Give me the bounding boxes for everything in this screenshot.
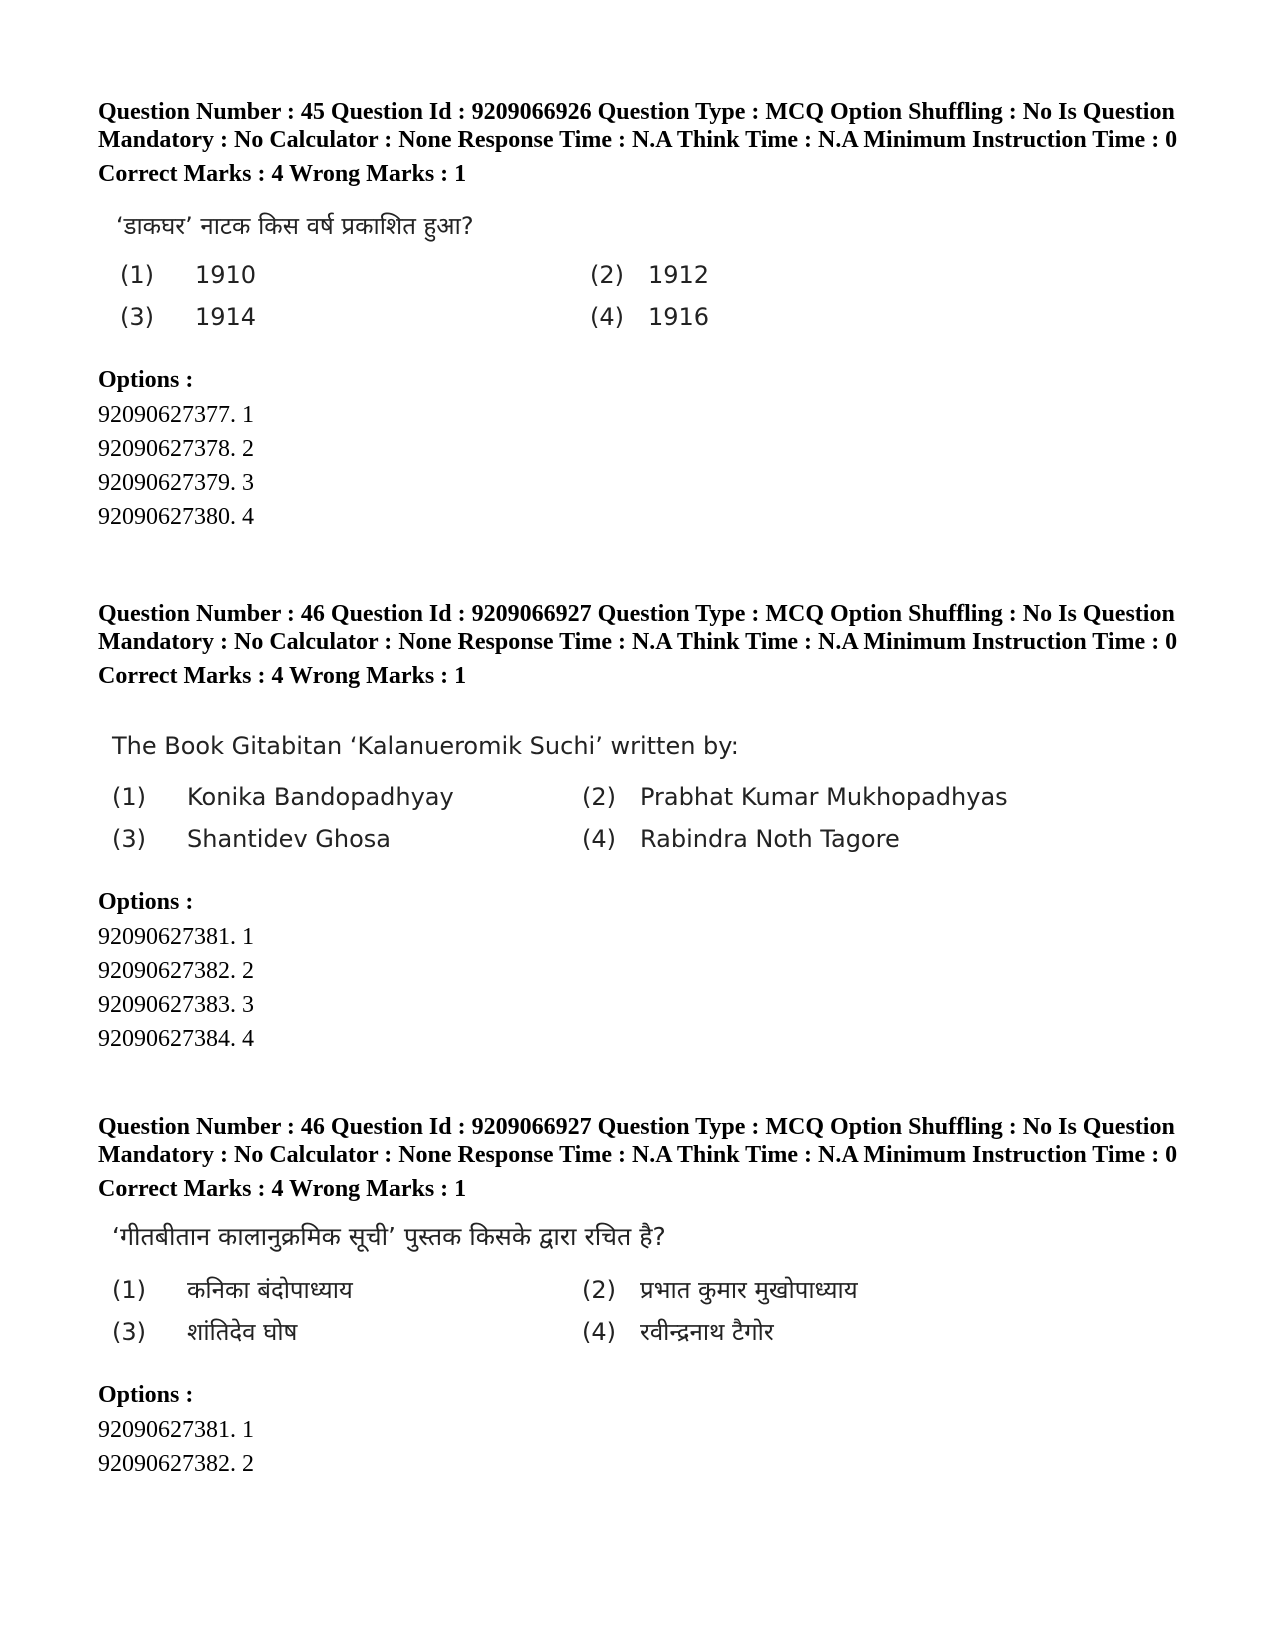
question-meta: Question Number : 46 Question Id : 9209066927 Question Type : MCQ Option Shuffling : No Is Question Mandatory : No Calculator : None Response Time : N.A Think Time : N.A Minimum Instruction Time : 0	[98, 1114, 1178, 1168]
choice-2	[590, 260, 1060, 290]
choice-4	[582, 824, 1052, 854]
choice-number: (3)	[112, 825, 146, 853]
choice-text: 1914	[195, 303, 257, 331]
choice-number: (2)	[590, 261, 624, 289]
option-line: 92090627382. 2	[98, 1451, 254, 1477]
option-line: 92090627381. 1	[98, 1417, 254, 1443]
choice-text: शांतिदेव घोष	[187, 1318, 298, 1346]
choice-1	[120, 260, 590, 290]
choice-grid	[120, 260, 1188, 332]
options-label: Options :	[98, 889, 194, 915]
choice-number: (4)	[582, 1318, 616, 1346]
choice-text: प्रभात कुमार मुखोपाध्याय	[640, 1276, 858, 1304]
options-label: Options :	[98, 367, 194, 393]
choice-text: 1910	[195, 261, 257, 289]
option-line: 92090627384. 4	[98, 1026, 254, 1052]
choice-1	[112, 1275, 582, 1305]
option-line: 92090627383. 3	[98, 992, 254, 1018]
question-marks: Correct Marks : 4 Wrong Marks : 1	[98, 1176, 467, 1202]
choice-2	[582, 782, 1052, 812]
choice-text: रवीन्द्रनाथ टैगोर	[640, 1318, 774, 1346]
option-line: 92090627377. 1	[98, 402, 254, 428]
choice-number: (3)	[112, 1318, 146, 1346]
question-block-45	[98, 98, 1188, 534]
choice-text: Rabindra Noth Tagore	[640, 825, 900, 853]
question-marks: Correct Marks : 4 Wrong Marks : 1	[98, 161, 467, 187]
option-line: 92090627379. 3	[98, 470, 254, 496]
choice-4	[582, 1317, 1052, 1347]
options-label: Options :	[98, 1382, 194, 1408]
choice-number: (4)	[590, 303, 624, 331]
choice-grid	[112, 1275, 1188, 1347]
question-marks: Correct Marks : 4 Wrong Marks : 1	[98, 663, 467, 689]
choice-1	[112, 782, 582, 812]
question-meta: Question Number : 45 Question Id : 9209066926 Question Type : MCQ Option Shuffling : No Is Question Mandatory : No Calculator : None Response Time : N.A Think Time : N.A Minimum Instruction Time : 0	[98, 99, 1178, 153]
choice-text: Prabhat Kumar Mukhopadhyas	[640, 783, 1008, 811]
choice-number: (2)	[582, 783, 616, 811]
choice-text: कनिका बंदोपाध्याय	[187, 1276, 353, 1304]
choice-number: (1)	[112, 1276, 146, 1304]
choice-text: Shantidev Ghosa	[187, 825, 391, 853]
choice-2	[582, 1275, 1052, 1305]
choice-3	[112, 1317, 582, 1347]
choice-number: (2)	[582, 1276, 616, 1304]
question-image	[116, 210, 1188, 332]
choice-number: (4)	[582, 825, 616, 853]
question-text: ‘गीतबीतान कालानुक्रमिक सूची’ पुस्तक किसके द्वारा रचित है?	[112, 1222, 666, 1251]
choice-number: (1)	[112, 783, 146, 811]
options-section	[98, 888, 1188, 1056]
choice-4	[590, 302, 1060, 332]
option-line: 92090627382. 2	[98, 958, 254, 984]
options-section	[98, 366, 1188, 534]
option-line: 92090627380. 4	[98, 504, 254, 530]
choice-3	[120, 302, 590, 332]
choice-text: 1912	[648, 261, 710, 289]
question-text: The Book Gitabitan ‘Kalanueromik Suchi’ written by:	[112, 732, 739, 760]
question-block-46-en	[98, 600, 1188, 1056]
choice-number: (3)	[120, 303, 154, 331]
options-section	[98, 1381, 1188, 1481]
option-line: 92090627378. 2	[98, 436, 254, 462]
choice-number: (1)	[120, 261, 154, 289]
question-text: ‘डाकघर’ नाटक किस वर्ष प्रकाशित हुआ?	[116, 212, 474, 240]
question-meta: Question Number : 46 Question Id : 9209066927 Question Type : MCQ Option Shuffling : No Is Question Mandatory : No Calculator : None Response Time : N.A Think Time : N.A Minimum Instruction Time : 0	[98, 601, 1178, 655]
choice-grid	[112, 782, 1188, 854]
choice-text: Konika Bandopadhyay	[187, 783, 454, 811]
question-image	[112, 730, 1188, 854]
choice-3	[112, 824, 582, 854]
choice-text: 1916	[648, 303, 710, 331]
question-image	[112, 1221, 1188, 1347]
option-line: 92090627381. 1	[98, 924, 254, 950]
question-block-46-hi	[98, 1113, 1188, 1481]
